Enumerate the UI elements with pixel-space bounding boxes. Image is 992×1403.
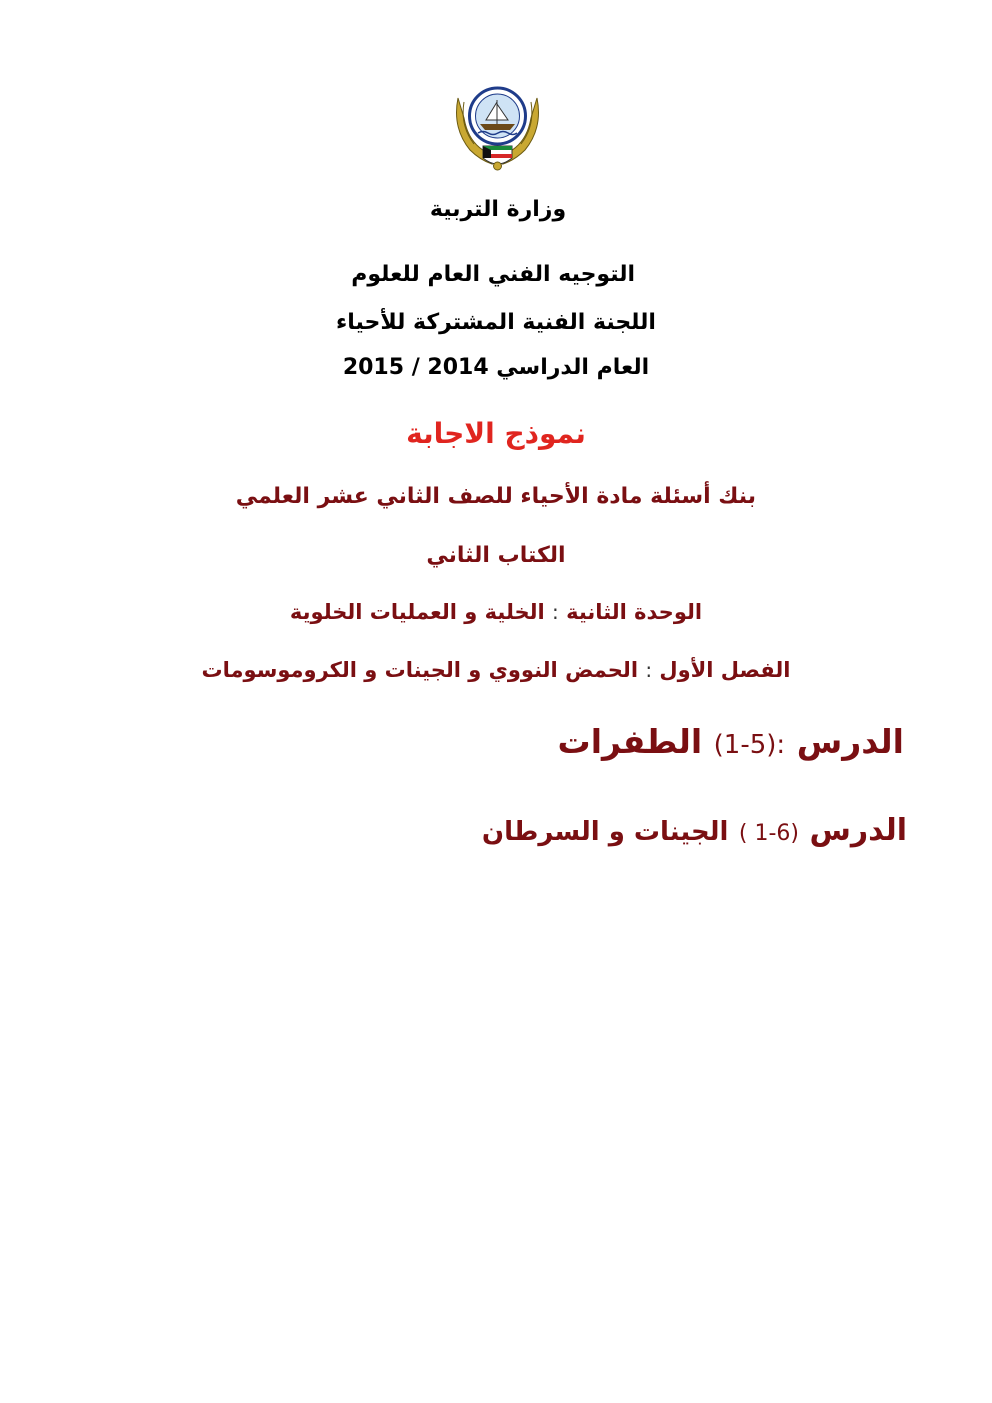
- answer-model-title: نموذج الاجابة: [406, 417, 586, 450]
- lesson-heading: [482, 813, 907, 848]
- unit-label: الوحدة الثانية: [566, 600, 703, 624]
- book-title: الكتاب الثاني: [426, 543, 566, 568]
- directorate-name: التوجيه الفني العام للعلوم: [351, 262, 635, 287]
- unit-heading: [278, 600, 714, 624]
- ministry-name: وزارة التربية: [429, 197, 567, 222]
- lesson-heading: [558, 722, 904, 761]
- academic-year: العام الدراسي 2014 / 2015: [342, 355, 650, 380]
- unit-separator: :: [552, 600, 559, 624]
- lesson-number: ( 1-6): [738, 821, 799, 846]
- lesson-number: (1-5): [713, 730, 777, 760]
- chapter-heading: [200, 658, 792, 682]
- kuwait-emblem-icon: [450, 78, 545, 176]
- lesson-label: الدرس: [809, 813, 907, 848]
- chapter-label: الفصل الأول: [659, 658, 791, 682]
- question-bank-title: بنك أسئلة مادة الأحياء للصف الثاني عشر العلمي: [235, 484, 756, 509]
- committee-name: اللجنة الفنية المشتركة للأحياء: [336, 310, 656, 335]
- unit-name: الخلية و العمليات الخلوية: [289, 600, 545, 624]
- lesson-name: الطفرات: [557, 722, 703, 761]
- chapter-name: الحمض النووي و الجينات و الكروموسومات: [201, 658, 639, 682]
- chapter-separator: :: [645, 658, 653, 682]
- lesson-label: الدرس: [796, 722, 904, 761]
- lesson-name: الجينات و السرطان: [481, 817, 729, 847]
- lesson-colon: :: [776, 730, 786, 760]
